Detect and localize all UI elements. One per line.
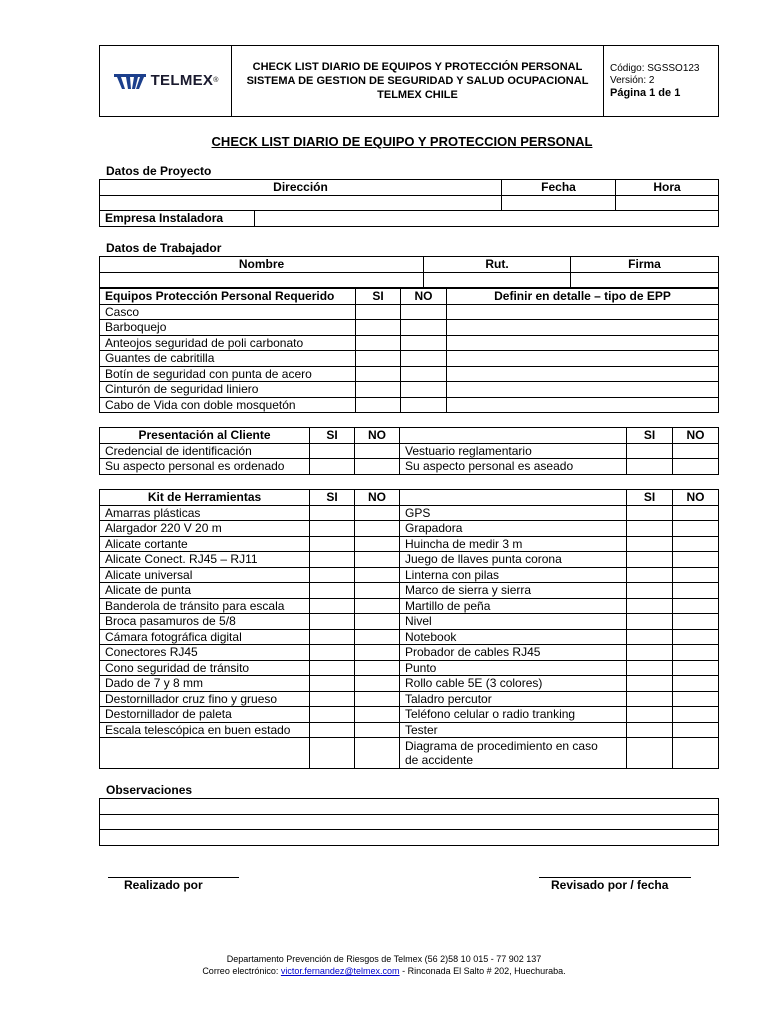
presentacion-header: Presentación al Cliente [100, 428, 310, 444]
no-checkbox[interactable] [673, 505, 719, 521]
kit-item: Cámara fotográfica digital [100, 629, 310, 645]
si-checkbox[interactable] [310, 583, 355, 599]
si-checkbox[interactable] [310, 614, 355, 630]
no-checkbox[interactable] [673, 629, 719, 645]
header-meta [604, 46, 719, 117]
table-row [100, 567, 719, 583]
epp-item: Botín de seguridad con punta de acero [100, 366, 356, 382]
kit-item: Grapadora [400, 521, 627, 537]
si-checkbox[interactable] [310, 629, 355, 645]
kit-item: Alicate de punta [100, 583, 310, 599]
kit-item: Destornillador cruz fino y grueso [100, 691, 310, 707]
detalle-field[interactable] [447, 382, 719, 398]
kit-item [400, 738, 627, 769]
kit-item: Martillo de peña [400, 598, 627, 614]
si-checkbox[interactable] [627, 691, 673, 707]
no-checkbox[interactable] [355, 536, 400, 552]
si-checkbox[interactable] [310, 552, 355, 568]
kit-item: Alargador 220 V 20 m [100, 521, 310, 537]
no-checkbox[interactable] [401, 382, 447, 398]
no-checkbox[interactable] [673, 443, 719, 459]
observaciones-line[interactable] [100, 814, 719, 830]
detalle-field[interactable] [447, 351, 719, 367]
si-checkbox[interactable] [310, 567, 355, 583]
kit-item: Cono seguridad de tránsito [100, 660, 310, 676]
si-checkbox[interactable] [310, 536, 355, 552]
table-row [100, 304, 719, 320]
epp-header: Equipos Protección Personal Requerido [100, 289, 356, 305]
table-row [100, 459, 719, 475]
hora-header: Hora [616, 180, 719, 196]
table-row [100, 443, 719, 459]
direccion-header: Dirección [100, 180, 502, 196]
no-checkbox[interactable] [355, 505, 400, 521]
si-checkbox[interactable] [627, 629, 673, 645]
no-checkbox[interactable] [673, 614, 719, 630]
epp-item: Casco [100, 304, 356, 320]
epp-item: Anteojos seguridad de poli carbonato [100, 335, 356, 351]
si-checkbox[interactable] [310, 505, 355, 521]
si-checkbox[interactable] [310, 738, 355, 769]
kit-item: Taladro percutor [400, 691, 627, 707]
si-checkbox[interactable] [310, 443, 355, 459]
realizado-label: Realizado por [124, 878, 203, 892]
epp-item: Barboquejo [100, 320, 356, 336]
observaciones-line[interactable] [100, 799, 719, 815]
kit-item: Juego de llaves punta corona [400, 552, 627, 568]
table-row [100, 397, 719, 413]
version: Versión: 2 [610, 75, 655, 86]
epp-item: Cinturón de seguridad liniero [100, 382, 356, 398]
kit-item: GPS [400, 505, 627, 521]
si-checkbox[interactable] [356, 320, 401, 336]
si-checkbox[interactable] [310, 660, 355, 676]
pagina: Página 1 de 1 [610, 87, 681, 99]
si-checkbox[interactable] [310, 676, 355, 692]
table-row [100, 521, 719, 537]
no-checkbox[interactable] [355, 738, 400, 769]
no-checkbox[interactable] [355, 552, 400, 568]
hora-field[interactable] [616, 195, 719, 211]
si-checkbox[interactable] [310, 598, 355, 614]
no-checkbox[interactable] [355, 614, 400, 630]
table-row [100, 614, 719, 630]
table-row [100, 645, 719, 661]
section-label-observaciones: Observaciones [106, 783, 193, 797]
logo-text: TELMEX [150, 72, 214, 89]
kit-header: Kit de Herramientas [100, 490, 310, 506]
si-checkbox[interactable] [627, 707, 673, 723]
rut-field[interactable] [424, 272, 571, 288]
address: - Rinconada El Salto # 202, Huechuraba. [402, 966, 566, 976]
kit-item: Huincha de medir 3 m [400, 536, 627, 552]
table-row [100, 335, 719, 351]
kit-table [99, 489, 719, 769]
kit-item: Probador de cables RJ45 [400, 645, 627, 661]
epp-detalle-header: Definir en detalle – tipo de EPP [447, 289, 719, 305]
nombre-field[interactable] [100, 272, 424, 288]
no-checkbox[interactable] [355, 660, 400, 676]
si-checkbox[interactable] [310, 722, 355, 738]
si-checkbox[interactable] [310, 459, 355, 475]
trabajador-table [99, 256, 719, 288]
correo-label: Correo electrónico: [202, 966, 279, 976]
si-checkbox[interactable] [627, 645, 673, 661]
epp-si-header: SI [356, 289, 401, 305]
detalle-field[interactable] [447, 397, 719, 413]
kit-item: Broca pasamuros de 5/8 [100, 614, 310, 630]
kit-item: Notebook [400, 629, 627, 645]
no-checkbox[interactable] [673, 598, 719, 614]
header-title [232, 46, 604, 117]
si-checkbox[interactable] [627, 536, 673, 552]
epp-table [99, 288, 719, 413]
epp-no-header: NO [401, 289, 447, 305]
no-checkbox[interactable] [355, 722, 400, 738]
no-checkbox[interactable] [355, 583, 400, 599]
presentacion-table [99, 427, 719, 475]
si-checkbox[interactable] [356, 351, 401, 367]
table-row [100, 351, 719, 367]
table-row [100, 382, 719, 398]
fecha-field[interactable] [502, 195, 616, 211]
telmex-logo-icon [113, 72, 147, 90]
table-row [100, 505, 719, 521]
rut-header: Rut. [424, 257, 571, 273]
no-checkbox[interactable] [355, 567, 400, 583]
no-checkbox[interactable] [673, 521, 719, 537]
logo-cell [100, 46, 232, 117]
detalle-field[interactable] [447, 320, 719, 336]
si-checkbox[interactable] [356, 304, 401, 320]
si-checkbox[interactable] [627, 583, 673, 599]
empresa-label: Empresa Instaladora [100, 211, 255, 227]
kit-item: Linterna con pilas [400, 567, 627, 583]
no-checkbox[interactable] [355, 459, 400, 475]
si-header: SI [310, 428, 355, 444]
si-checkbox[interactable] [627, 552, 673, 568]
registered-mark: ® [213, 77, 219, 84]
table-row [100, 738, 719, 769]
section-label-proyecto: Datos de Proyecto [106, 164, 212, 178]
no-checkbox[interactable] [673, 722, 719, 738]
firma-field[interactable] [571, 272, 719, 288]
si-checkbox[interactable] [627, 505, 673, 521]
no-checkbox[interactable] [673, 552, 719, 568]
kit-item: Tester [400, 722, 627, 738]
page-title: CHECK LIST DIARIO DE EQUIPO Y PROTECCION PERSONAL [211, 134, 593, 149]
revisado-label: Revisado por / fecha [551, 878, 669, 892]
kit-item: Escala telescópica en buen estado [100, 722, 310, 738]
no-checkbox[interactable] [673, 583, 719, 599]
no-checkbox[interactable] [355, 645, 400, 661]
header-title-line: CHECK LIST DIARIO DE EQUIPOS Y PROTECCIÓN PERSONAL [252, 61, 583, 73]
kit-item: Punto [400, 660, 627, 676]
si-checkbox[interactable] [627, 660, 673, 676]
no-checkbox[interactable] [355, 598, 400, 614]
kit-item: Banderola de tránsito para escala [100, 598, 310, 614]
detalle-field[interactable] [447, 335, 719, 351]
si-checkbox[interactable] [627, 459, 673, 475]
kit-item: Destornillador de paleta [100, 707, 310, 723]
no-checkbox[interactable] [401, 397, 447, 413]
no-header: NO [355, 428, 400, 444]
presentacion-item: Su aspecto personal es ordenado [100, 459, 310, 475]
email-link[interactable]: victor.fernandez@telmex.com [280, 966, 400, 976]
detalle-field[interactable] [447, 366, 719, 382]
table-row [100, 366, 719, 382]
epp-item: Cabo de Vida con doble mosquetón [100, 397, 356, 413]
si-checkbox[interactable] [310, 645, 355, 661]
no-checkbox[interactable] [673, 459, 719, 475]
si-checkbox[interactable] [627, 738, 673, 769]
footer-line-1: Departamento Prevención de Riesgos de Telmex (56 2)58 10 015 - 77 902 137 [226, 954, 542, 964]
no-checkbox[interactable] [355, 629, 400, 645]
kit-item: Alicate cortante [100, 536, 310, 552]
table-row [100, 691, 719, 707]
kit-item: Teléfono celular o radio tranking [400, 707, 627, 723]
table-row [100, 552, 719, 568]
table-row [100, 707, 719, 723]
no-checkbox[interactable] [401, 351, 447, 367]
no-checkbox[interactable] [673, 676, 719, 692]
presentacion-header-blank [400, 428, 627, 444]
no-checkbox[interactable] [673, 567, 719, 583]
codigo: Código: SGSSO123 [610, 63, 700, 74]
kit-item: Alicate universal [100, 567, 310, 583]
presentacion-item: Credencial de identificación [100, 443, 310, 459]
no-checkbox[interactable] [401, 335, 447, 351]
nombre-header: Nombre [100, 257, 424, 273]
no-checkbox[interactable] [673, 738, 719, 769]
kit-item: Marco de sierra y sierra [400, 583, 627, 599]
si-checkbox[interactable] [627, 521, 673, 537]
table-row [100, 629, 719, 645]
no-checkbox[interactable] [355, 691, 400, 707]
no-header: NO [673, 490, 719, 506]
si-header: SI [627, 490, 673, 506]
footer-line-2 [0, 965, 768, 977]
header-title-line: TELMEX CHILE [377, 89, 458, 101]
si-header: SI [310, 490, 355, 506]
kit-item: Amarras plásticas [100, 505, 310, 521]
detalle-field[interactable] [447, 304, 719, 320]
no-checkbox[interactable] [401, 366, 447, 382]
no-header: NO [673, 428, 719, 444]
presentacion-item: Vestuario reglamentario [400, 443, 627, 459]
table-row [100, 598, 719, 614]
si-header: SI [627, 428, 673, 444]
table-row [100, 660, 719, 676]
no-checkbox[interactable] [673, 660, 719, 676]
si-checkbox[interactable] [310, 521, 355, 537]
si-checkbox[interactable] [627, 598, 673, 614]
kit-item: Rollo cable 5E (3 colores) [400, 676, 627, 692]
si-checkbox[interactable] [627, 443, 673, 459]
epp-item: Guantes de cabritilla [100, 351, 356, 367]
observaciones-line[interactable] [100, 830, 719, 846]
si-checkbox[interactable] [356, 335, 401, 351]
si-checkbox[interactable] [356, 366, 401, 382]
si-checkbox[interactable] [310, 707, 355, 723]
no-checkbox[interactable] [673, 691, 719, 707]
no-checkbox[interactable] [401, 320, 447, 336]
no-checkbox[interactable] [355, 521, 400, 537]
no-checkbox[interactable] [401, 304, 447, 320]
fecha-header: Fecha [502, 180, 616, 196]
si-checkbox[interactable] [310, 691, 355, 707]
empresa-field[interactable] [255, 211, 719, 227]
si-checkbox[interactable] [356, 382, 401, 398]
kit-item-line: de accidente [405, 753, 474, 767]
kit-item-line: Diagrama de procedimiento en caso [405, 739, 598, 753]
si-checkbox[interactable] [356, 397, 401, 413]
kit-header-blank [400, 490, 627, 506]
kit-item-blank [100, 738, 310, 769]
observaciones-table [99, 798, 719, 846]
table-row [100, 583, 719, 599]
no-checkbox[interactable] [355, 443, 400, 459]
si-checkbox[interactable] [627, 567, 673, 583]
proyecto-table [99, 179, 719, 227]
no-checkbox[interactable] [355, 707, 400, 723]
no-header: NO [355, 490, 400, 506]
si-checkbox[interactable] [627, 722, 673, 738]
kit-item: Alicate Conect. RJ45 – RJ11 [100, 552, 310, 568]
no-checkbox[interactable] [673, 536, 719, 552]
si-checkbox[interactable] [627, 676, 673, 692]
no-checkbox[interactable] [673, 707, 719, 723]
document-header [99, 45, 719, 117]
no-checkbox[interactable] [355, 676, 400, 692]
table-row [100, 676, 719, 692]
header-title-line: SISTEMA DE GESTION DE SEGURIDAD Y SALUD OCUPACIONAL [246, 75, 589, 87]
table-row [100, 536, 719, 552]
si-checkbox[interactable] [627, 614, 673, 630]
section-label-trabajador: Datos de Trabajador [106, 241, 222, 255]
table-row [100, 722, 719, 738]
kit-item: Nivel [400, 614, 627, 630]
firma-header: Firma [571, 257, 719, 273]
kit-item: Dado de 7 y 8 mm [100, 676, 310, 692]
table-row [100, 320, 719, 336]
no-checkbox[interactable] [673, 645, 719, 661]
direccion-field[interactable] [100, 195, 502, 211]
kit-item: Conectores RJ45 [100, 645, 310, 661]
presentacion-item: Su aspecto personal es aseado [400, 459, 627, 475]
